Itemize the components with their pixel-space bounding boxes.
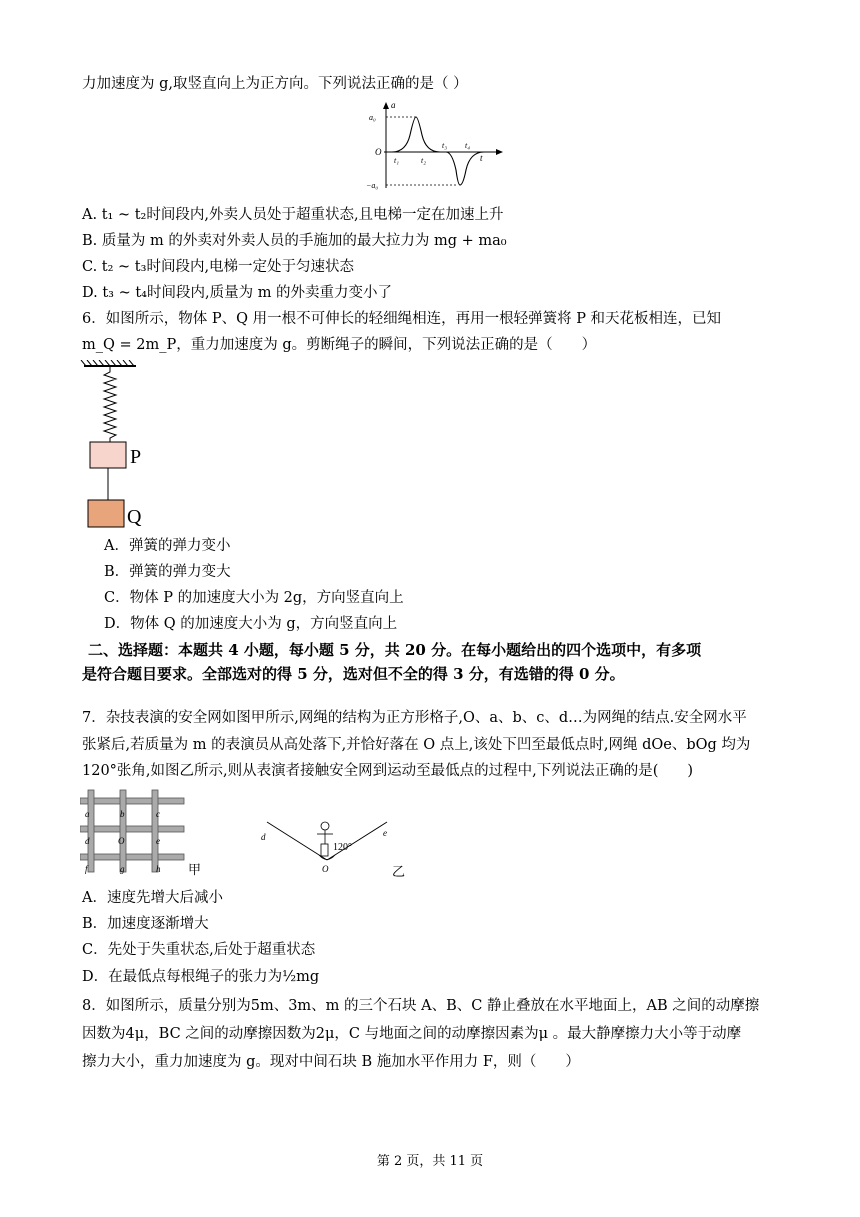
net-figure-jia: [80, 788, 210, 878]
page-footer: 第 2 页，共 11 页: [376, 1154, 484, 1169]
net-figure-yi: [255, 792, 415, 882]
q6-stem-line2: m_Q = 2m_P，重力加速度为 g。剪断绳子的瞬间，下列说法正确的是（ ）: [82, 337, 597, 353]
q5-option-c: C. t₂ ~ t₃时间段内,电梯一定处于匀速状态: [82, 259, 355, 275]
q7-option-c: C．先处于失重状态,后处于超重状态: [82, 942, 316, 958]
neg-a0-label: −a₀: [366, 181, 379, 190]
axis-a-label: a: [391, 100, 396, 110]
t3-label: t₃: [442, 141, 448, 150]
section-2-heading-line1: 二、选择题：本题共 4 小题，每小题 5 分，共 20 分。在每小题给出的四个选项中，有多项: [88, 641, 702, 659]
block-p-label: P: [130, 446, 142, 468]
label-yi: 乙: [392, 864, 406, 879]
node-b: b: [120, 809, 125, 819]
q5-option-b: B. 质量为 m 的外卖对外卖人员的手施加的最大拉力为 mg + ma₀: [82, 233, 507, 249]
origin-label: O: [375, 147, 382, 157]
q8-stem-line3: 擦力大小，重力加速度为 g。现对中间石块 B 施加水平作用力 F，则（ ）: [82, 1054, 580, 1070]
q7-option-d: D．在最低点每根绳子的张力为½mg: [82, 969, 320, 985]
t4-label: t₄: [465, 141, 471, 150]
angle-label: 120°: [333, 842, 352, 853]
q7-stem-line2: 张紧后,若质量为 m 的表演员从高处落下,并恰好落在 O 点上,该处下凹至最低点时,网绳 dOe、bOg 均为: [82, 737, 751, 753]
q6-option-c: C．物体 P 的加速度大小为 2g，方向竖直向上: [104, 590, 404, 606]
q8-stem-line2: 因数为4μ，BC 之间的动摩擦因数为2μ，C 与地面之间的动摩擦因素为μ 。最大静摩擦力大小等于动摩: [82, 1026, 742, 1042]
spring-blocks-figure: [80, 360, 170, 532]
yi-node-d: d: [261, 832, 266, 842]
label-jia: 甲: [188, 862, 202, 877]
q5-option-a: A. t₁ ~ t₂时间段内,外卖人员处于超重状态,且电梯一定在加速上升: [82, 207, 504, 223]
node-f: f: [85, 864, 88, 874]
acceleration-time-graph: [366, 100, 506, 192]
question-5-stem-tail: 力加速度为 g,取竖直向上为正方向。下列说法正确的是（ ）: [82, 76, 468, 92]
node-O: O: [118, 836, 125, 846]
q6-option-d: D．物体 Q 的加速度大小为 g，方向竖直向上: [104, 616, 398, 632]
node-h: h: [156, 864, 161, 874]
q7-option-b: B．加速度逐渐增大: [82, 916, 209, 932]
block-q-label: Q: [127, 506, 142, 528]
yi-node-e: e: [383, 828, 387, 838]
q6-option-b: B．弹簧的弹力变大: [104, 564, 231, 580]
t2-label: t₂: [421, 156, 427, 165]
node-c: c: [156, 809, 160, 819]
axis-t-label: t: [480, 153, 483, 163]
q6-stem-line1: 6．如图所示，物体 P、Q 用一根不可伸长的轻细绳相连，再用一根轻弹簧将 P 和天花板相连，已知: [82, 311, 722, 327]
q6-option-a: A．弹簧的弹力变小: [104, 538, 231, 554]
a0-label: a₀: [369, 113, 376, 122]
section-2-heading-line2: 是符合题目要求。全部选对的得 5 分，选对但不全的得 3 分，有选错的得 0 分。: [82, 665, 625, 683]
node-d: d: [85, 836, 90, 846]
node-g: g: [120, 864, 125, 874]
node-e: e: [156, 836, 160, 846]
node-a: a: [85, 809, 90, 819]
q7-stem-line1: 7．杂技表演的安全网如图甲所示,网绳的结构为正方形格子,O、a、b、c、d…为网绳的结点.安全网水平: [82, 710, 747, 726]
q7-option-a: A．速度先增大后减小: [82, 890, 223, 906]
q5-option-d: D. t₃ ~ t₄时间段内,质量为 m 的外卖重力变小了: [82, 285, 393, 301]
yi-node-O: O: [322, 864, 329, 874]
t1-label: t₁: [394, 156, 400, 165]
q7-stem-line3: 120°张角,如图乙所示,则从表演者接触安全网到运动至最低点的过程中,下列说法正确的是( ): [82, 763, 694, 779]
q8-stem-line1: 8．如图所示，质量分别为5m、3m、m 的三个石块 A、B、C 静止叠放在水平地面上，AB 之间的动摩擦: [82, 998, 760, 1014]
